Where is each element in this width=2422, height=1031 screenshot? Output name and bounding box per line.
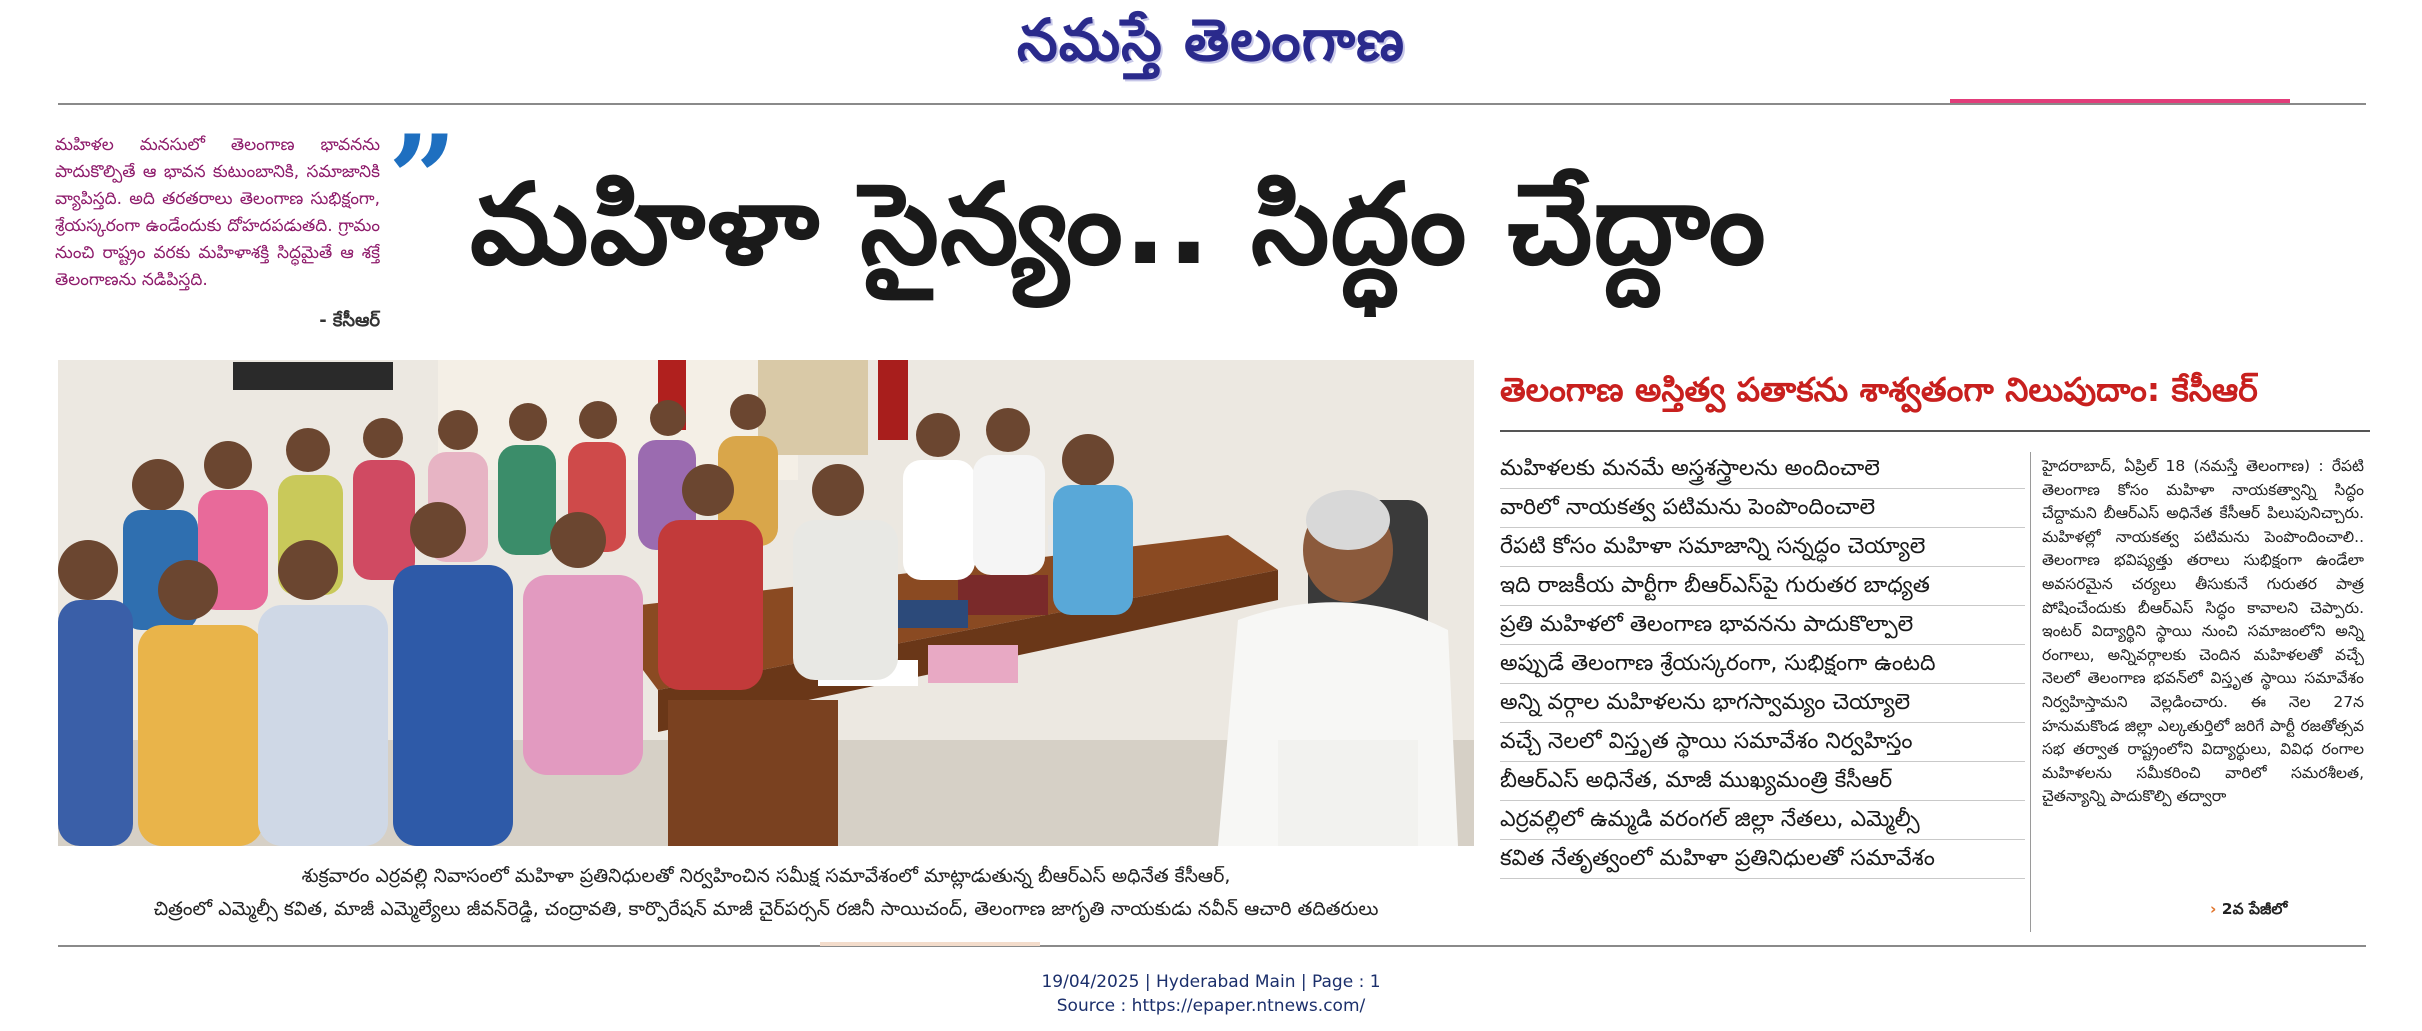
quote-mark-icon: ” — [388, 109, 458, 250]
highlight-item: అన్ని వర్గాల మహిళలను భాగస్వామ్యం చెయ్యాలె — [1500, 684, 2025, 723]
highlight-item: ఎర్రవల్లిలో ఉమ్మడి వరంగల్ జిల్లా నేతలు, ఎమ్మెల్సీ — [1500, 801, 2025, 840]
article-body: హైదరాబాద్, ఏప్రిల్ 18 (నమస్తే తెలంగాణ) : రేపటి తెలంగాణ కోసం మహిళా నాయకత్వాన్ని సిద్ధం చేద్దామని బీఆర్‌ఎస్ అధినేత కేసీఆర్ పిలుపునిచ్చారు. మహిళల్లో నాయకత్వ పటిమను పెంపొందించాలి.. తెలంగాణ భవిష్యత్తు తరాలు సుభిక్షంగా ఉండేలా అవసరమైన చర్యలు తీసుకునే గురుతర పాత్ర పోషించేందుకు బీఆర్‌ఎస్ సిద్ధం కావాలని చెప్పారు. ఇంటర్ విద్యార్థిని స్థాయి నుంచి సమాజంలోని అన్ని రంగాలు, అన్నివర్గాలకు చెందిన మహిళలతో వచ్చే నెలలో తెలంగాణ భవన్‌లో విస్తృత స్థాయి సమావేశం నిర్వహిస్తామని వెల్లడించారు. ఈ నెల 27న హనుమకొండ జిల్లా ఎల్కతుర్తిలో జరిగే పార్టీ రజతోత్సవ సభ తర్వాత రాష్ట్రంలోని విద్యార్థులు, వివిధ రంగాల మహిళలను సమీకరించి వారిలో సమరశీలత, చైతన్యాన్ని పాదుకొల్పి తద్వారా — [2042, 457, 2364, 806]
highlights-list — [1500, 450, 2025, 879]
highlight-item: కవిత నేతృత్వంలో మహిళా ప్రతినిధులతో సమావేశం — [1500, 840, 2025, 879]
source-link[interactable]: Source : https://epaper.ntnews.com/ — [1056, 996, 1366, 1016]
chevron-right-icon: › — [2210, 900, 2217, 918]
continued-label: 2వ పేజీలో — [2221, 900, 2288, 918]
top-accent-bar — [1950, 99, 2290, 103]
highlight-item: రేపటి కోసం మహిళా సమాజాన్ని సన్నద్ధం చెయ్యాలె — [1500, 528, 2025, 567]
column-divider — [2030, 452, 2031, 932]
highlight-item: మహిళలకు మనమే అస్త్రశస్త్రాలను అందించాలె — [1500, 450, 2025, 489]
headline: మహిళా సైన్యం.. సిద్ధం చేద్దాం — [470, 160, 1767, 290]
newspaper-logo: నమస్తే తెలంగాణ — [1017, 6, 1405, 74]
subheadline: తెలంగాణ అస్తిత్వ పతాకను శాశ్వతంగా నిలుపుదాం: కేసీఆర్ — [1500, 370, 2258, 409]
bottom-divider — [58, 945, 2366, 947]
caption-line: చిత్రంలో ఎమ్మెల్సీ కవిత, మాజీ ఎమ్మెల్యేలు జీవన్‌రెడ్డి, చంద్రావతి, కార్పొరేషన్ మాజీ చైర్‌పర్సన్ రజినీ సాయిచంద్, తెలంగాణ జాగృతి నాయకుడు నవీన్ ఆచారి తదితరులు — [153, 898, 1379, 920]
bottom-accent-bar — [820, 942, 1040, 946]
pull-quote: మహిళల మనసులో తెలంగాణ భావనను పాదుకొల్పితే ఆ భావన కుటుంబానికి, సమాజానికి వ్యాపిస్తది. అది తరతరాలు తెలంగాణ సుభిక్షంగా, శ్రేయస్కరంగా ఉండేందుకు దోహదపడుతది. గ్రామం నుంచి రాష్ట్రం వరకు మహిళాశక్తి సిద్ధమైతే ఆ శక్తే తెలంగాణను నడిపిస్తది. — [55, 135, 380, 290]
highlight-item: వారిలో నాయకత్వ పటిమను పెంపొందించాలె — [1500, 489, 2025, 528]
highlight-item: వచ్చే నెలలో విస్తృత స్థాయి సమావేశం నిర్వహిస్తం — [1500, 723, 2025, 762]
highlight-item: ప్రతి మహిళలో తెలంగాణ భావనను పాదుకొల్పాలె — [1500, 606, 2025, 645]
highlight-item: ఇది రాజకీయ పార్టీగా బీఆర్‌ఎస్‌పై గురుతర బాధ్యత — [1500, 567, 2025, 606]
pull-quote-signature: - కేసీఆర్ — [319, 310, 380, 331]
photo-caption — [58, 860, 1474, 926]
top-divider — [58, 103, 2366, 105]
subheadline-divider — [1500, 430, 2370, 432]
highlight-item: బీఆర్‌ఎస్ అధినేత, మాజీ ముఖ్యమంత్రి కేసీఆర్ — [1500, 762, 2025, 801]
highlight-item: అప్పుడే తెలంగాణ శ్రేయస్కరంగా, సుభిక్షంగా ఉంటది — [1500, 645, 2025, 684]
page-footer — [0, 970, 2422, 1018]
news-photo — [58, 360, 1474, 846]
masthead — [0, 0, 2422, 96]
edition-info: 19/04/2025 | Hyderabad Main | Page : 1 — [1041, 972, 1381, 992]
caption-line: శుక్రవారం ఎర్రవల్లి నివాసంలో మహిళా ప్రతినిధులతో నిర్వహించిన సమీక్ష సమావేశంలో మాట్లాడుతున్న బీఆర్‌ఎస్ అధినేత కేసీఆర్, — [301, 865, 1231, 887]
continued-link[interactable] — [2210, 900, 2370, 922]
